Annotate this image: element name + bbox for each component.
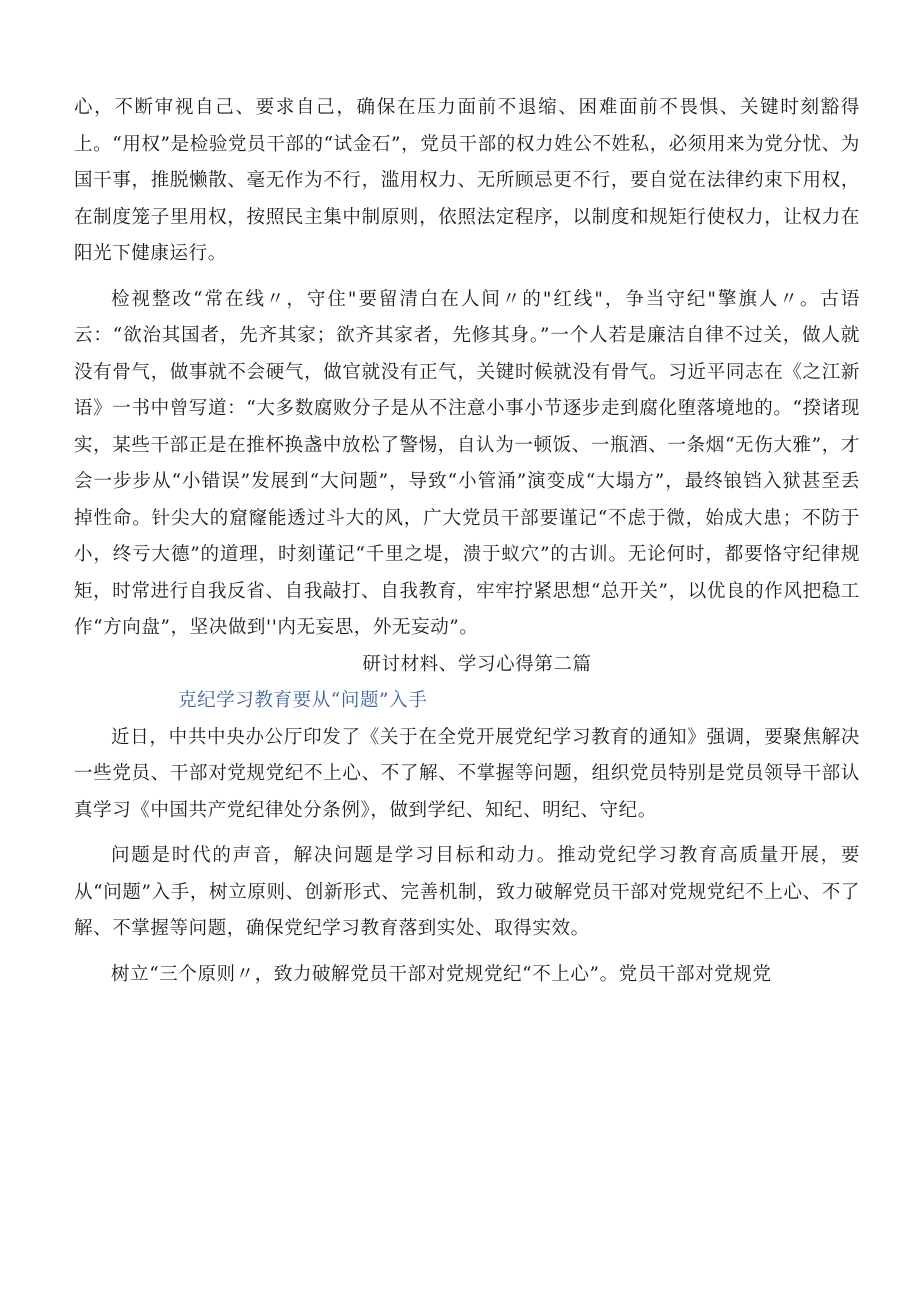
paragraph-self-discipline: 检视整改“常在线〃，守住"要留清白在人间〃的"红线"，争当守纪"擎旗人〃。古语云：“欲治其国者，先齐其家；欲齐其家者，先修其身。”一个人若是廉洁自律不过关，做人就没有骨气，做事就不会硬气，做官就没有正气，关键时候就没有骨气。习近平同志在《之江新语》一书中曾写道：“大多数腐败分子是从不注意小事小节逐步走到腐化堕落境地的。“揆诸现实，某些干部正是在推杯换盏中放松了警惕，自认为一顿饭、一瓶酒、一条烟“无伤大雅”，才会一步步从“小错误”发展到“大问题”，导致“小管涌”演变成“大塌方”，最终锒铛入狱甚至丢掉性命。针尖大的窟窿能透过斗大的风，广大党员干部要谨记“不虑于微，始成大患；不防于小，终亏大德”的道理，时刻谨记“千里之堤，溃于蚁穴”的古训。无论何时，都要恪守纪律规矩，时常进行自我反省、自我敲打、自我教育，牢牢拧紧思想“总开关”，以优良的作风把稳工作“方向盘”，坚决做到''内无妄思，外无妄动”。 — [74, 288, 860, 638]
paragraph-three-principles: 树立“三个原则〃，致力破解党员干部对党规党纪“不上心”。党员干部对党规党 — [111, 963, 772, 985]
paragraph-problem-oriented: 问题是时代的声音，解决问题是学习目标和动力。推动党纪学习教育高质量开展，要从“问题”入手，树立原则、创新形式、完善机制，致力破解党员干部对党规党纪不上心、不了解、不掌握等问题，确保党纪学习教育落到实处、取得实效。 — [74, 845, 860, 939]
paragraph-power-use: 心，不断审视自己、要求自己，确保在压力面前不退缩、困难面前不畏惧、关键时刻豁得上。“用权”是检验党员干部的“试金石”，党员干部的权力姓公不姓私，必须用来为党分忧、为国干事，推脱懒散、毫无作为不行，滥用权力、无所顾忌更不行，要自觉在法律约束下用权，在制度笼子里用权，按照民主集中制原则，依照法定程序，以制度和规矩行使权力，让权力在阳光下健康运行。 — [74, 97, 860, 264]
paragraph-notice: 近日，中共中央办公厅印发了《关于在全党开展党纪学习教育的通知》强调，要聚焦解决一些党员、干部对党规党纪不上心、不了解、不掌握等问题，组织党员特别是党员领导干部认真学习《中国共产党纪律处分条例》，做到学纪、知纪、明纪、守纪。 — [74, 726, 860, 821]
article-subtitle: 克纪学习教育要从“问题”入手 — [178, 690, 428, 711]
section-title: 研讨材料、学习心得第二篇 — [362, 653, 592, 675]
